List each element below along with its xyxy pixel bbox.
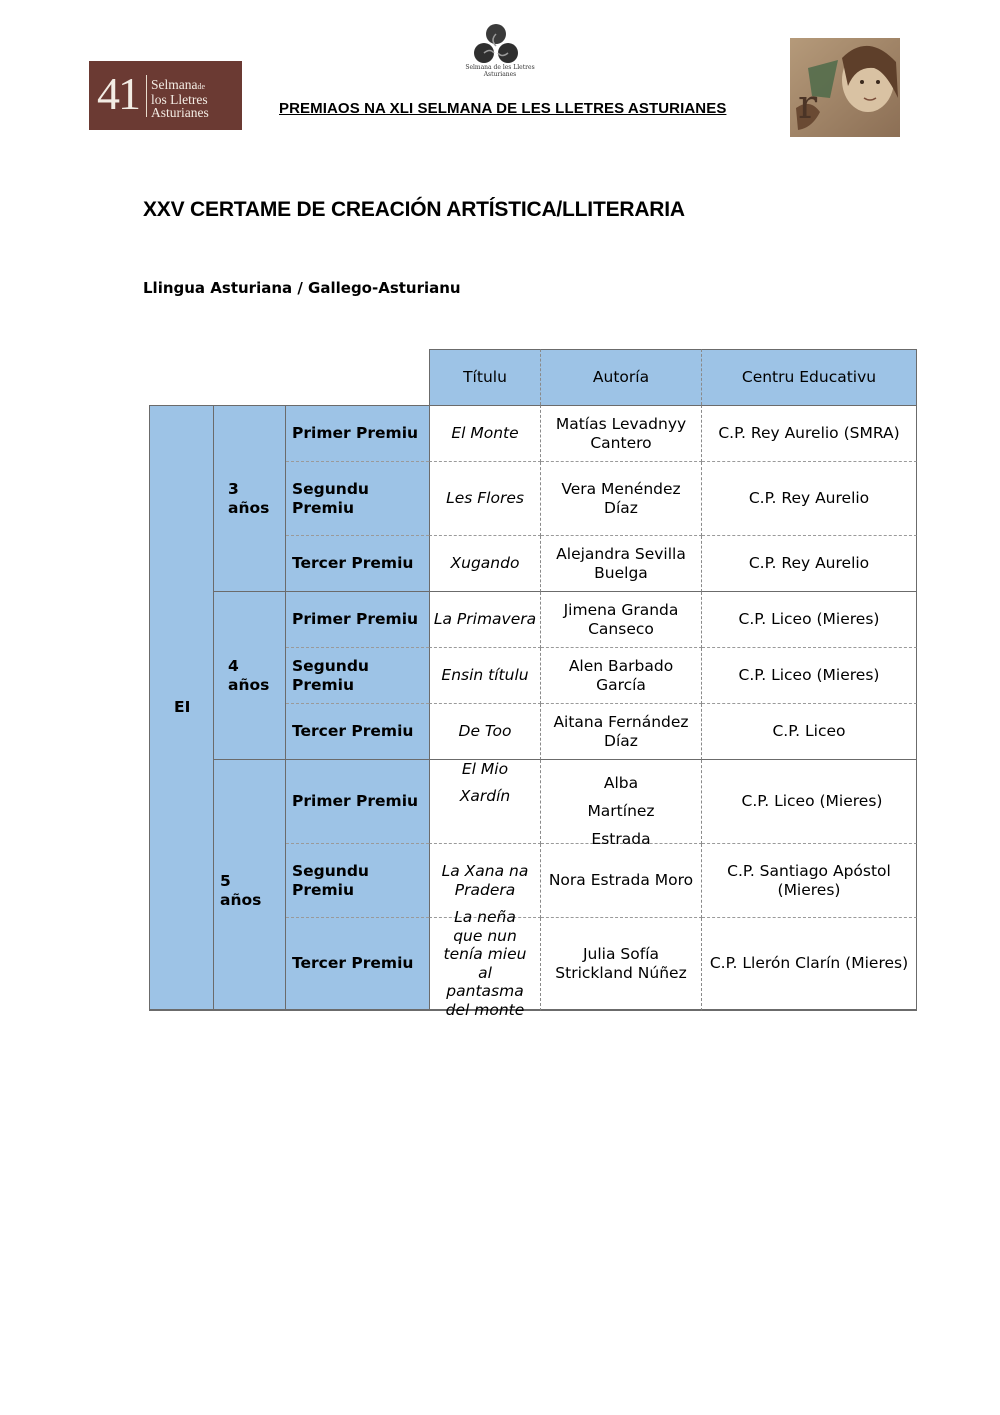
author-text: Alba Martínez Estrada: [587, 774, 655, 848]
column-header-title: Títulu: [429, 349, 541, 405]
column-header-school: Centru Educativu: [702, 349, 917, 405]
work-title-cell: Ensin títulu: [429, 648, 541, 704]
emblem-caption-line-2: Asturianes: [483, 71, 517, 78]
selmana-41-logo: [89, 61, 242, 130]
age-label-4: 4 años: [228, 657, 270, 694]
school-cell: C.P. Rey Aurelio: [702, 462, 917, 536]
work-title-text: El Mio Xardín: [459, 760, 511, 805]
author-cell: Julia Sofía Strickland Núñez: [541, 918, 702, 1011]
work-title-cell: La Primavera: [429, 592, 541, 648]
column-header-author: Autoría: [541, 349, 702, 405]
author-cell: Alejandra Sevilla Buelga: [541, 536, 702, 592]
school-cell: C.P. Liceo (Mieres): [702, 760, 917, 844]
logo-line-2: los Lletres: [151, 92, 208, 107]
prize-cell: Tercer Premiu: [286, 918, 429, 1011]
prize-cell: Primer Premiu: [286, 592, 429, 648]
author-cell: Vera Menéndez Díaz: [541, 462, 702, 536]
work-title-cell: El Monte: [429, 405, 541, 462]
prize-cell: Primer Premiu: [286, 760, 429, 844]
work-title-cell: De Too: [429, 704, 541, 760]
school-cell: C.P. Llerón Clarín (Mieres): [702, 918, 917, 1011]
author-cell: Nora Estrada Moro: [541, 844, 702, 918]
prize-cell: Segundu Premiu: [286, 844, 429, 918]
age-label-3: 3 años: [228, 480, 270, 517]
portrait-artwork-image: [790, 38, 900, 137]
level-cell: EI: [149, 405, 214, 1011]
prize-cell: Segundu Premiu: [286, 648, 429, 704]
age-label-5: 5 años: [220, 872, 262, 909]
page-title: XXV CERTAME DE CREACIÓN ARTÍSTICA/LLITERARIA: [143, 198, 685, 221]
emblem-caption: [450, 64, 550, 78]
school-cell: C.P. Rey Aurelio (SMRA): [702, 405, 917, 462]
prize-cell: Primer Premiu: [286, 405, 429, 462]
emblem-caption-line-1: Selmana de les Lletres: [465, 64, 535, 71]
logo-number: 41: [97, 68, 139, 119]
author-cell: Matías Levadnyy Cantero: [541, 405, 702, 462]
header-title: PREMIAOS NA XLI SELMANA DE LES LLETRES ASTURIANES: [279, 100, 727, 117]
prize-cell: Segundu Premiu: [286, 462, 429, 536]
svg-text:r: r: [798, 82, 818, 128]
work-title-cell: La Xana na Pradera: [429, 844, 541, 918]
school-cell: C.P. Santiago Apóstol (Mieres): [702, 844, 917, 918]
work-title-cell: Les Flores: [429, 462, 541, 536]
author-cell: Jimena Granda Canseco: [541, 592, 702, 648]
logo-line-3: Asturianes: [151, 105, 209, 120]
logo-text: [151, 78, 209, 119]
age-group-3: [214, 405, 286, 592]
work-title-cell: Xugando: [429, 536, 541, 592]
logo-divider: [146, 75, 147, 117]
age-group-4: [214, 592, 286, 760]
author-cell: [541, 760, 702, 848]
author-cell: Aitana Fernández Díaz: [541, 704, 702, 760]
school-cell: C.P. Liceo (Mieres): [702, 648, 917, 704]
author-cell: Alen Barbado García: [541, 648, 702, 704]
work-title-cell: La neña que nun tenía mieu al pantasma del monte: [429, 918, 541, 1011]
page-subtitle: Llingua Asturiana / Gallego-Asturianu: [143, 279, 461, 297]
school-cell: C.P. Liceo (Mieres): [702, 592, 917, 648]
school-cell: C.P. Rey Aurelio: [702, 536, 917, 592]
age-group-5: [214, 760, 286, 1011]
work-title-cell: [429, 760, 541, 844]
logo-line-1: Selmana: [151, 77, 198, 92]
prize-cell: Tercer Premiu: [286, 704, 429, 760]
prize-cell: Tercer Premiu: [286, 536, 429, 592]
school-cell: C.P. Liceo: [702, 704, 917, 760]
logo-line-1-small: de: [197, 82, 206, 91]
